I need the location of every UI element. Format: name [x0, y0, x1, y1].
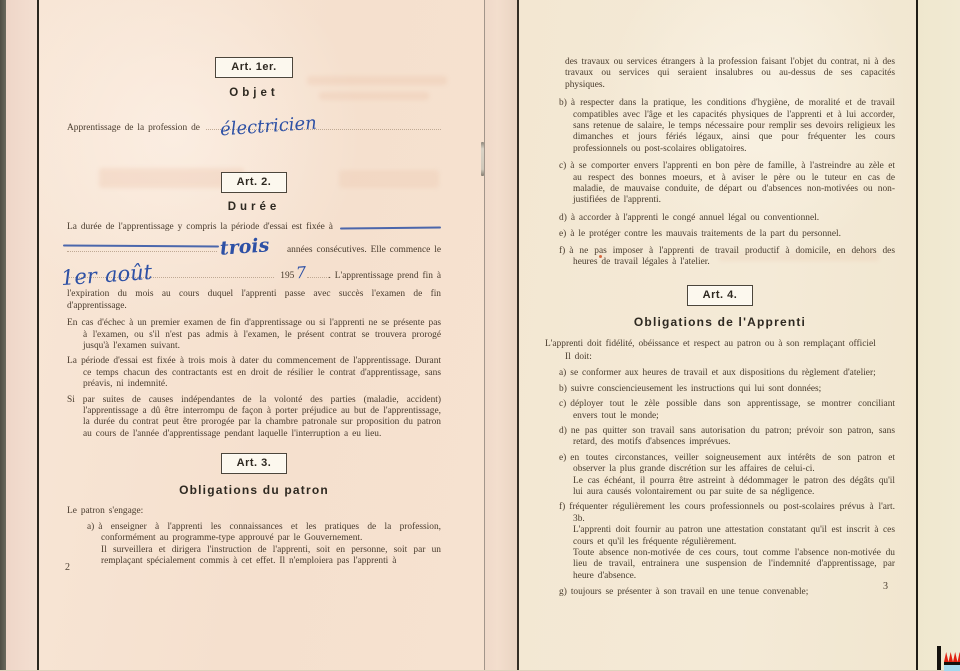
list-item	[545, 213, 895, 224]
item-marker: c)	[559, 399, 567, 410]
item-text: déployer tout le zèle possible dans son apprentissage, se montrer conciliant envers tout le monde;	[570, 399, 895, 421]
list-item	[545, 502, 895, 582]
paragraph: En cas d'échec à un premier examen de fin d'apprentissage ou si l'apprenti ne se présente pas à l'examen, ou s'il n'est pas admis à l'examen, le présent contrat se trouvera prorogé jusqu'à l'examen suivant.	[67, 318, 441, 352]
booklet-gutter	[484, 0, 519, 670]
item-marker: b)	[559, 383, 567, 394]
handwritten-profession: électricien	[219, 112, 318, 140]
after-year-text: . L'apprentissage prend fin à	[328, 271, 441, 282]
list-item	[545, 587, 895, 598]
item-marker: e)	[559, 452, 567, 463]
item-text: à enseigner à l'apprenti les connaissances et les pratiques de la profession, conformément au programme-type approuvé par le Gouvernement.	[98, 521, 441, 544]
year-fill-line	[307, 264, 329, 278]
list-item	[545, 161, 895, 207]
year-prefix: 195	[280, 271, 295, 282]
list-item	[545, 384, 895, 395]
item-continuation: Il surveillera et dirigera l'instruction de l'apprenti, soit en personne, soit par un remplaçant spécialement commis à cet effet. Il n'emploiera pas l'apprenti à	[101, 544, 441, 566]
paragraph: l'expiration du mois au cours duquel l'apprenti passe avec succès l'examen de fin d'apprentissage.	[67, 289, 441, 311]
paragraph: des travaux ou services étrangers à la profession faisant l'objet du contrat, ni à des travaux ou services qui seraient insalubres ou au-dessus de ses capacités physiques.	[565, 57, 895, 90]
logo-red-zigzag	[944, 652, 960, 662]
page-right	[519, 0, 918, 670]
article-1-box: Art. 1er.	[215, 57, 292, 78]
intro-line: L'apprenti doit fidélité, obéissance et respect au patron ou à son remplaçant officiel	[545, 338, 876, 349]
intro-line: Il doit:	[565, 351, 592, 362]
item-text: toujours se présenter à son travail en une tenue convenable;	[570, 587, 809, 598]
item-text: à se comporter envers l'apprenti en bon père de famille, à l'astreindre au zèle et au respect des bonnes moeurs, et à aviser le père ou le tuteur en cas de maladie, de mauvaise conduite, de départ ou d'absences non-motivées ou non-justifiées de l'apprenti.	[570, 161, 895, 206]
start-date-line	[60, 259, 441, 291]
article-3-heading: Obligations du patron	[179, 483, 329, 498]
item-text: à le protéger contre les mauvais traitements de la part du personnel.	[570, 229, 841, 240]
article-4-box: Art. 4.	[687, 285, 754, 306]
item-continuation: Toute absence non-motivée de ces cours, tout comme l'absence non-motivée du lieu de travail, entrainera une suspension de l'indemnité d'apprentissage, par heure d'absence.	[573, 548, 895, 581]
item-marker: b)	[559, 98, 567, 109]
item-continuation: Le cas échéant, il pourra être astreint à dédommager le patron des dégâts qu'il lui aura causés volontairement ou par suite de sa négligence.	[573, 475, 895, 497]
profession-fill-line	[206, 112, 441, 140]
paragraph: La période d'essai est fixée à trois mois à dater du commencement de l'apprentissage. Durant ce temps chacun des contractants est en droit de résilier le contrat d'apprentissage, sans préavis, ni indemnité.	[67, 356, 441, 390]
list-item	[545, 246, 895, 269]
paragraph: Si par suites de causes indépendantes de la volonté des parties (maladie, accident) l'apprentissage a dû être interrompu de façon à porter préjudice au but de l'apprentissage, la durée du contrat peut être prorogée par la chambre patronale sur proposition du patron au cours de l'année d'apprentissage pendant laquelle l'interruption a eu lieu.	[67, 394, 441, 439]
duration-line-1	[67, 222, 441, 233]
engage-line: Le patron s'engage:	[67, 506, 144, 517]
duration-sentence: La durée de l'apprentissage y compris la période d'essai est fixée à	[67, 222, 333, 232]
item-text: à accorder à l'apprenti le congé annuel légal ou conventionnel.	[570, 212, 820, 223]
under-page-edge-right	[918, 0, 960, 670]
item-text: en toutes circonstances, veiller soigneusement aux intérêts de son patron et observer la plus grande discrétion sur les affaires de celui-ci.	[570, 452, 895, 475]
logo-bar	[937, 646, 941, 670]
item-text: ne pas quitter son travail sans autorisation du patron; prévoir son patron, sans retard, des motifs d'absences imprévues.	[570, 425, 895, 448]
item-text: à respecter dans la pratique, les conditions d'hygiène, de moralité et de travail compatibles avec l'âge et les capacités physiques de l'apprenti et à lui accorder, sans retenue de salaire, le temps nécessaire pour remplir ses devoirs religieux les dimanches et jours fériés légaux, ainsi que pour fréquenter les cours professionnels ou post-scolaires obligatoires.	[570, 98, 895, 154]
item-marker: f)	[559, 245, 566, 256]
under-page-edge-left	[6, 0, 37, 670]
handwritten-date: 1er août	[60, 259, 153, 291]
article-2-box: Art. 2.	[221, 172, 288, 193]
item-marker: d)	[559, 212, 567, 223]
corner-logo-icon	[937, 645, 960, 670]
profession-label: Apprentissage de la profession de	[67, 123, 200, 133]
article-2-heading: Durée	[227, 201, 281, 213]
item-marker: f)	[559, 502, 566, 513]
list-item	[545, 229, 895, 240]
item-marker: a)	[87, 521, 95, 532]
list-item	[545, 426, 895, 449]
item-marker: e)	[559, 229, 567, 240]
page-left	[37, 0, 486, 670]
duration-line-2	[67, 234, 441, 260]
pen-stroke	[340, 226, 441, 229]
item-continuation: L'apprenti doit fournir au patron une attestation constatant qu'il est inscrit à ces cours et qu'il les fréquente régulièrement.	[573, 525, 895, 547]
duration-fill-line	[67, 234, 270, 260]
patron-item-a	[67, 522, 441, 568]
article-1-heading: Objet	[229, 87, 279, 99]
staple	[481, 142, 484, 176]
list-item	[545, 399, 895, 422]
list-item	[545, 98, 895, 155]
item-text: à ne pas imposer à l'apprenti de travail productif à domicile, en dehors des heures de travail légales à l'atelier.	[569, 245, 895, 268]
item-text: se conformer aux heures de travail et aux dispositions du règlement d'atelier;	[570, 368, 876, 379]
article-4-heading: Obligations de l'Apprenti	[633, 314, 807, 329]
item-marker: g)	[559, 587, 567, 598]
item-marker: d)	[559, 425, 567, 436]
pen-stroke	[63, 245, 219, 248]
page-number-left: 2	[65, 562, 70, 573]
item-text: suivre consciencieusement les instructions qui lui sont données;	[570, 383, 822, 394]
handwritten-year-digit: 7	[295, 263, 308, 283]
page-number-right: 3	[883, 581, 888, 592]
list-item	[545, 453, 895, 499]
date-fill-line	[60, 259, 274, 291]
item-marker: a)	[559, 368, 567, 379]
list-item	[86, 522, 441, 545]
logo-cyan-block	[944, 665, 960, 671]
item-text: fréquenter régulièrement les cours professionnels ou post-scolaires prévus à l'art. 3b.	[569, 502, 895, 524]
list-item	[545, 368, 895, 379]
duration-suffix: années consécutives. Elle commence le	[287, 245, 441, 256]
article-3-box: Art. 3.	[221, 453, 288, 474]
item-marker: c)	[559, 161, 567, 172]
handwritten-duration: trois	[218, 234, 270, 260]
profession-line	[67, 112, 441, 140]
